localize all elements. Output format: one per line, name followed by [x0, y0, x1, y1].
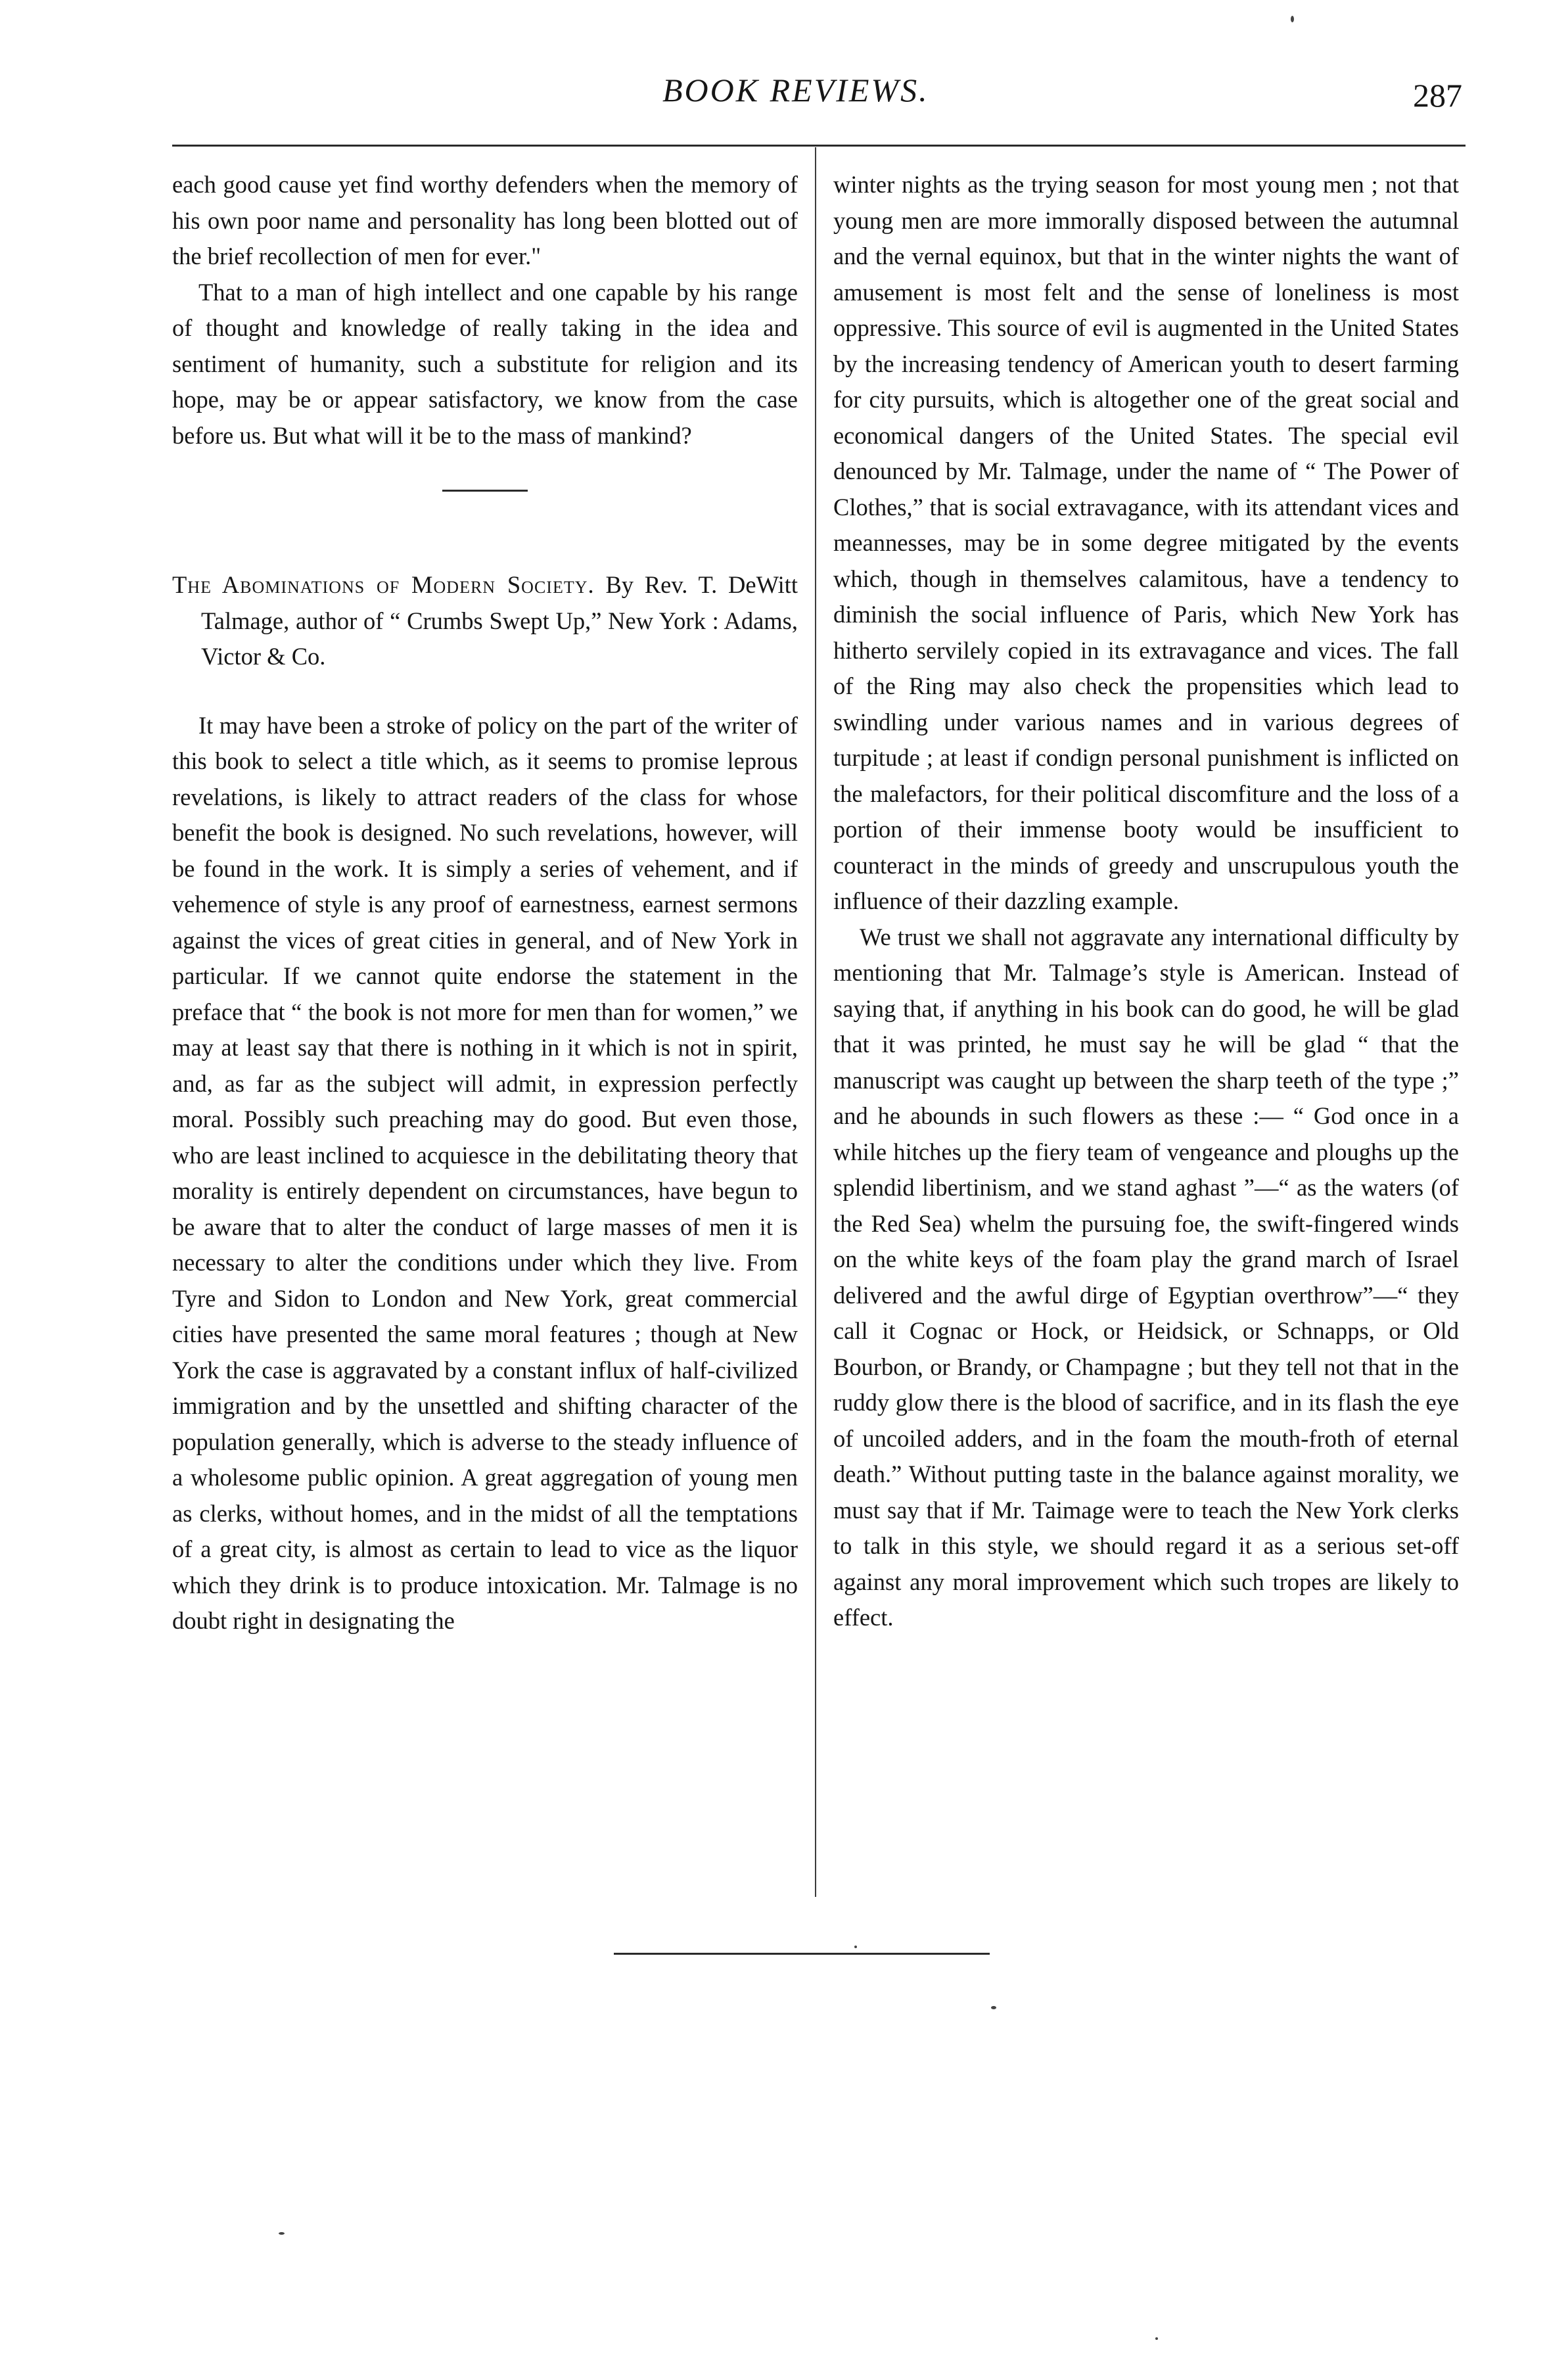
- commentary-paragraph: That to a man of high intellect and one capable by his range of thought and knowledge of really taking in the idea and sentiment of humanity, such a substitute for religion and its hope, may be or appear satisfactory, we know from the case before us. But what will it be to the mass of mankind?: [172, 278, 798, 449]
- section-separator-rule: [442, 490, 528, 492]
- print-speck: [991, 2006, 996, 2009]
- column-divider: [815, 147, 816, 1897]
- header-rule: [172, 145, 1466, 147]
- right-column: [833, 167, 1459, 1636]
- left-column: [172, 167, 798, 1639]
- review-continuation-paragraph: winter nights as the trying season for most young men ; not that young men are more immorally disposed between the autumnal and the vernal equinox, but that in the winter nights the want of amusement is most felt and the sense of loneliness is most oppressive. This source of evil is augmented in the United States by the increasing tendency of American youth to desert farming for city pursuits, which is altogether one of the great social and economical dangers of the United States. The special evil denounced by Mr. Talmage, under the name of “ The Power of Clothes,” that is social extravagance, with its attendant vices and meannesses, may be in some degree mitigated by the events which, though in themselves calamitous, have a tendency to diminish the social influence of Paris, which New York has hitherto servilely copied in its extravagance and vices. The fall of the Ring may also check the propensities which lead to swindling under various names and in various degrees of turpitude ; at least if condign personal punishment is inflicted on the malefactors, for their political discomfiture and the loss of a portion of their immense booty would be insufficient to counteract in the minds of greedy and unscrupulous youth the influence of their dazzling example.: [833, 171, 1459, 914]
- end-rule: [614, 1953, 990, 1955]
- review-heading: [172, 567, 798, 675]
- heading-spacer: [172, 675, 798, 708]
- running-title: BOOK REVIEWS.: [662, 72, 929, 108]
- reviewed-book-details: By Rev. T. DeWitt Talmage, author of “ Crumbs Swept Up,” New York : Adams, Victor & Co.: [201, 571, 798, 670]
- continued-quotation-paragraph: each good cause yet find worthy defenders when the memory of his own poor name and personality has long been blotted out of the brief recollection of men for ever.": [172, 171, 798, 269]
- running-head: [0, 71, 1547, 124]
- review-style-paragraph: We trust we shall not aggravate any international difficulty by mentioning that Mr. Talmage’s style is American. Instead of saying that, if anything in his book can do good, he will be glad that it was printed, he must say he will be glad “ that the manuscript was caught up between the sharp teeth of the type ;” and he abounds in such flowers as these :— “ God once in a while hitches up the fiery team of vengeance and ploughs up the splendid libertinism, and we stand aghast ”—“ as the waters (of the Red Sea) whelm the pursuing foe, the swift-fingered winds on the white keys of the foam play the grand march of Israel delivered and the awful dirge of Egyptian overthrow”—“ they call it Cognac or Hock, or Heidsick, or Schnapps, or Old Bourbon, or Brandy, or Champagne ; but they tell not that in the ruddy glow there is the blood of sacrifice, and in its flash the eye of uncoiled adders, and in the foam the mouth-froth of eternal death.” Without putting taste in the balance against morality, we must say that if Mr. Taimage were to teach the New York clerks to talk in this style, we should regard it as a serious set-off against any moral improvement which such tropes are likely to effect.: [833, 923, 1459, 1631]
- reviewed-book-title: The Abominations of Modern Society.: [172, 571, 595, 598]
- print-speck: [279, 2232, 285, 2235]
- print-speck: [1155, 2337, 1158, 2340]
- review-paragraph: It may have been a stroke of policy on the part of the writer of this book to select a title which, as it seems to promise leprous revelations, is likely to attract readers of the class for whose benefit the book is designed. No such revelations, however, will be found in the work. It is simply a series of vehement, and if vehemence of style is any proof of earnestness, earnest sermons against the vices of great cities in general, and of New York in particular. If we cannot quite endorse the statement in the preface that “ the book is not more for men than for women,” we may at least say that there is nothing in it which is not in spirit, and, as far as the subject will admit, in expression perfectly moral. Possibly such preaching may do good. But even those, who are least inclined to acquiesce in the debilitating theory that morality is entirely dependent on circumstances, have begun to be aware that to alter the conduct of large masses of men it is necessary to alter the conditions under which they live. From Tyre and Sidon to London and New York, great commercial cities have presented the same moral features ; though at New York the case is aggravated by a constant influx of half-civilized immigration and by the unsettled and shifting character of the population generally, which is adverse to the steady influence of a wholesome public opinion. A great aggregation of young men as clerks, without homes, and in the midst of all the temptations of a great city, is almost as certain to lead to vice as the liquor which they drink is to produce intoxication. Mr. Talmage is no doubt right in designating the: [172, 711, 798, 1634]
- page-number: 287: [1413, 77, 1462, 114]
- print-speck: [1291, 16, 1294, 22]
- print-speck: [854, 1946, 857, 1948]
